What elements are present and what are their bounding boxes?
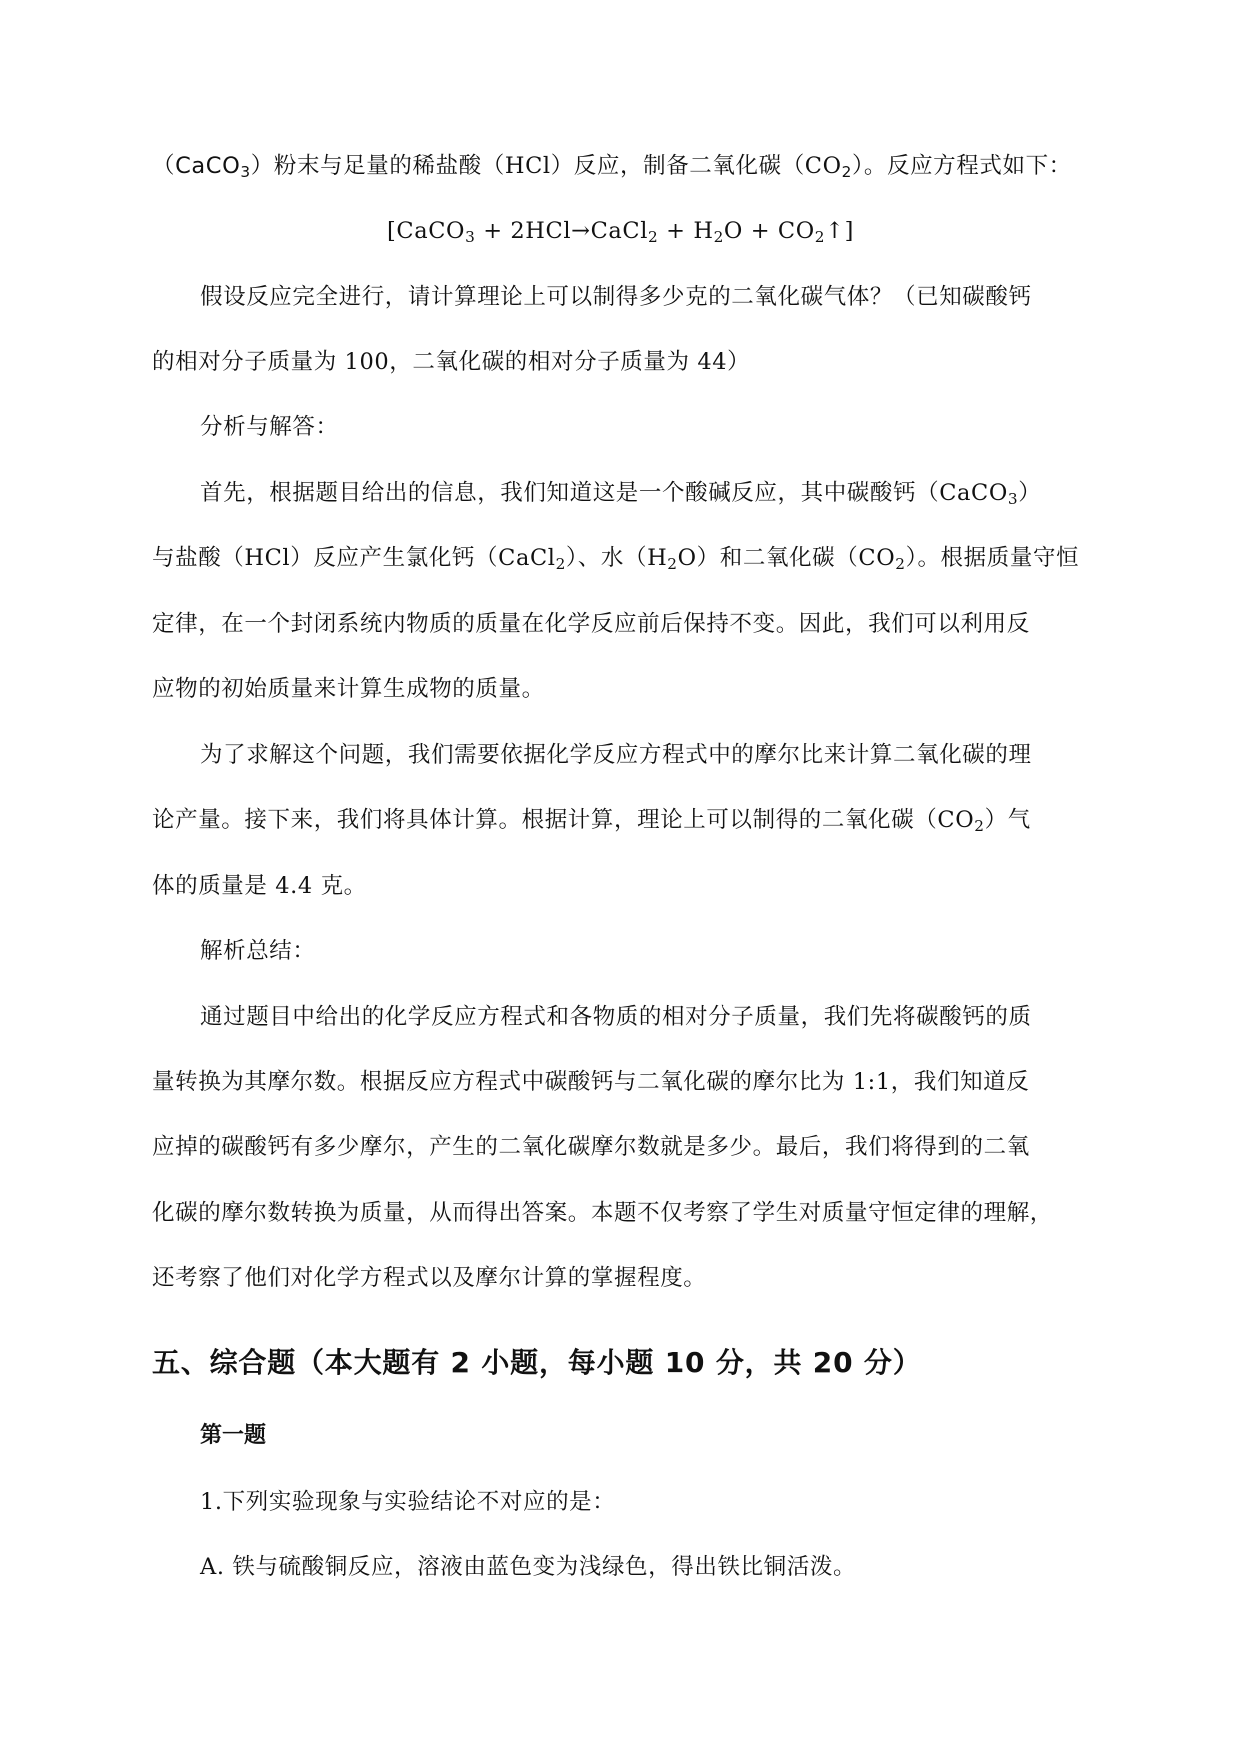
equation-segment: [CaCO <box>387 218 466 244</box>
subscript: 3 <box>240 162 251 181</box>
analysis-line-4: 应物的初始质量来计算生成物的质量。 <box>152 676 545 702</box>
question-1: 1.下列实验现象与实验结论不对应的是： <box>200 1489 616 1515</box>
subscript: 2 <box>555 554 566 573</box>
subsection-title: 第一题 <box>200 1423 267 1448</box>
analysis-line-2 <box>152 542 1079 574</box>
equation-segment: + 2HCl→CaCl <box>475 218 649 244</box>
equation-segment: + H <box>658 218 714 244</box>
analysis-line-1 <box>200 477 1041 509</box>
option-a: A. 铁与硫酸铜反应，溶液由蓝色变为浅绿色，得出铁比铜活泼。 <box>200 1554 857 1580</box>
subscript: 3 <box>465 227 476 246</box>
summary-line-3: 应掉的碳酸钙有多少摩尔，产生的二氧化碳摩尔数就是多少。最后，我们将得到的二氧 <box>152 1134 1030 1160</box>
equation-segment: O + CO <box>723 218 815 244</box>
analysis-line-5: 为了求解这个问题，我们需要依据化学反应方程式中的摩尔比来计算二氧化碳的理 <box>200 742 1032 768</box>
subscript: 2 <box>713 227 724 246</box>
text-segment: ）。根据质量守恒 <box>905 545 1080 571</box>
summary-label: 解析总结： <box>200 938 316 964</box>
subscript: 2 <box>648 227 659 246</box>
text-segment: （CaCO <box>152 153 241 179</box>
question-line-2: 的相对分子质量为 100，二氧化碳的相对分子质量为 44） <box>152 349 751 375</box>
question-line-1: 假设反应完全进行，请计算理论上可以制得多少克的二氧化碳气体？（已知碳酸钙 <box>200 284 1032 310</box>
summary-line-5: 还考察了他们对化学方程式以及摩尔计算的掌握程度。 <box>152 1265 707 1291</box>
text-segment: 首先，根据题目给出的信息，我们知道这是一个酸碱反应，其中碳酸钙（CaCO <box>200 480 1008 506</box>
subscript: 2 <box>814 227 826 246</box>
section-heading: 五、综合题（本大题有 2 小题，每小题 10 分，共 20 分） <box>152 1346 922 1379</box>
analysis-line-7: 体的质量是 4.4 克。 <box>152 873 367 899</box>
analysis-label: 分析与解答： <box>200 414 339 440</box>
text-segment: ）。反应方程式如下： <box>852 153 1072 179</box>
subscript: 2 <box>974 816 985 835</box>
text-segment: ） <box>1018 480 1042 506</box>
text-segment: O）和二氧化碳（CO <box>677 545 896 571</box>
summary-line-2: 量转换为其摩尔数。根据反应方程式中碳酸钙与二氧化碳的摩尔比为 1:1，我们知道反 <box>152 1069 1030 1095</box>
text-segment: 与盐酸（HCl）反应产生氯化钙（CaCl <box>152 545 556 571</box>
subscript: 2 <box>895 554 906 573</box>
text-segment: ）粉末与足量的稀盐酸（HCl）反应，制备二氧化碳（CO <box>250 153 842 179</box>
summary-line-1: 通过题目中给出的化学反应方程式和各物质的相对分子质量，我们先将碳酸钙的质 <box>200 1004 1032 1030</box>
analysis-line-6 <box>152 804 1031 836</box>
subscript: 2 <box>667 554 678 573</box>
reaction-description-line <box>152 150 1072 182</box>
summary-line-4: 化碳的摩尔数转换为质量，从而得出答案。本题不仅考察了学生对质量守恒定律的理解， <box>152 1200 1053 1226</box>
equation-segment: ↑] <box>825 218 854 244</box>
subscript: 2 <box>841 162 853 181</box>
chemical-equation <box>0 215 1241 247</box>
subscript: 3 <box>1007 489 1019 508</box>
analysis-line-3: 定律，在一个封闭系统内物质的质量在化学反应前后保持不变。因此，我们可以利用反 <box>152 611 1030 637</box>
text-segment: 论产量。接下来，我们将具体计算。根据计算，理论上可以制得的二氧化碳（CO <box>152 807 975 833</box>
text-segment: ）气 <box>984 807 1031 833</box>
text-segment: ）、水（H <box>565 545 668 571</box>
